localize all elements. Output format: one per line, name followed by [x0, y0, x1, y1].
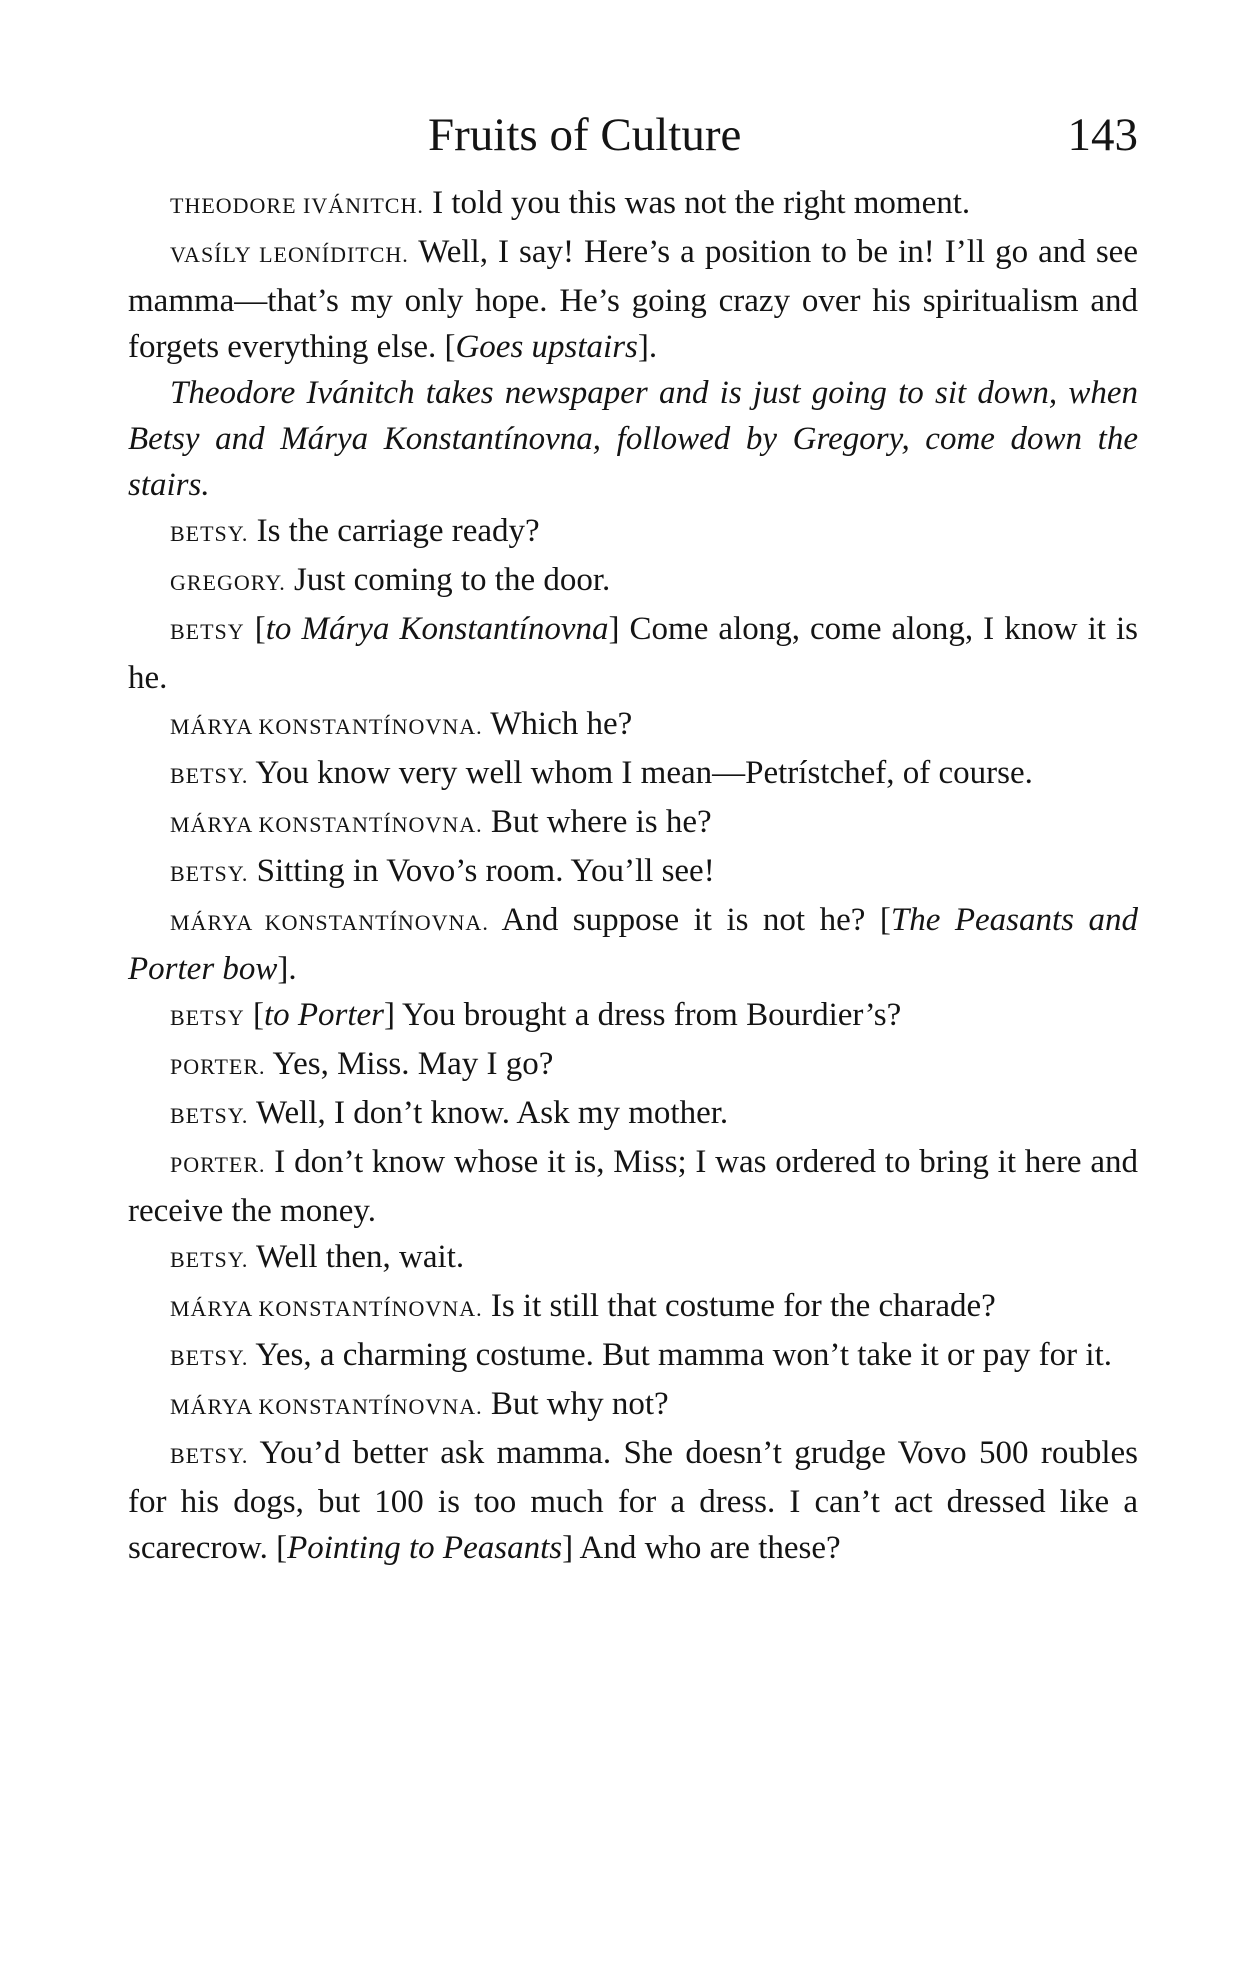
- speech-text: Which he?: [482, 706, 633, 742]
- speech-text: You know very well whom I mean—Petrístchef, of course.: [248, 755, 1033, 791]
- dialogue-line: [128, 750, 1138, 799]
- speech-text: Just coming to the door.: [285, 562, 611, 598]
- speech-text: Is it still that costume for the charade?: [482, 1288, 996, 1324]
- speaker-name: BETSY.: [170, 1443, 249, 1468]
- running-header: [128, 100, 1138, 170]
- dialogue-line: [128, 701, 1138, 750]
- speech-text: But why not?: [482, 1386, 669, 1422]
- dialogue-line: [128, 1283, 1138, 1332]
- speech-text: I don’t know whose it is, Miss; I was ordered to bring it here and receive the money.: [128, 1144, 1138, 1229]
- speech-text-continued: ].: [277, 951, 297, 987]
- speaker-name: MÁRYA KONSTANTÍNOVNA.: [170, 1394, 483, 1419]
- dialogue-line: [128, 992, 1138, 1041]
- dialogue-line: [128, 229, 1138, 370]
- dialogue-line: [128, 1041, 1138, 1090]
- speaker-name: MÁRYA KONSTANTÍNOVNA.: [170, 714, 483, 739]
- speech-text-continued: ] Come along, come along, I know it is he.: [128, 611, 1138, 696]
- speech-text: [: [244, 997, 264, 1033]
- speaker-name: BETSY: [170, 619, 245, 644]
- dialogue-line: [128, 1139, 1138, 1234]
- speaker-name: BETSY: [170, 1005, 245, 1030]
- dialogue-line: [128, 848, 1138, 897]
- page-number: 143: [1067, 109, 1138, 161]
- speaker-name: BETSY.: [170, 763, 249, 788]
- speech-text-continued: ].: [637, 329, 658, 365]
- dialogue-line: [128, 508, 1138, 557]
- stage-direction: to Porter: [263, 997, 385, 1033]
- speech-text: Sitting in Vovo’s room. You’ll see!: [248, 853, 715, 889]
- speech-text-continued: ] You brought a dress from Bourdier’s?: [384, 997, 902, 1033]
- speech-text: I told you this was not the right moment.: [423, 185, 971, 221]
- stage-direction: The Peasants and Porter bow: [128, 902, 1138, 987]
- dialogue-line: [128, 1332, 1138, 1381]
- dialogue-line: [128, 606, 1138, 701]
- speech-text: Well then, wait.: [248, 1239, 465, 1275]
- speaker-name: MÁRYA KONSTANTÍNOVNA.: [170, 910, 489, 935]
- dialogue-line: [128, 370, 1138, 508]
- speaker-name: PORTER.: [170, 1152, 266, 1177]
- speech-text: [: [244, 611, 266, 647]
- speaker-name: BETSY.: [170, 1247, 249, 1272]
- dialogue-line: [128, 1430, 1138, 1571]
- speaker-name: VASÍLY LEONÍDITCH.: [170, 242, 409, 267]
- speaker-name: MÁRYA KONSTANTÍNOVNA.: [170, 812, 483, 837]
- speech-text: But where is he?: [482, 804, 712, 840]
- speech-text-continued: ] And who are these?: [562, 1530, 841, 1566]
- dialogue-line: [128, 799, 1138, 848]
- speaker-name: BETSY.: [170, 1345, 249, 1370]
- dialogue-line: [128, 897, 1138, 992]
- speech-text: Well, I say! Here’s a position to be in! I’ll go and see mamma—that’s my only hope. He’s going crazy over his spiritualism and forgets everything else. [: [128, 234, 1138, 365]
- speech-text: Is the carriage ready?: [248, 513, 540, 549]
- stage-direction: Theodore Ivánitch takes newspaper and is just going to sit down, when Betsy and Márya Konstantínovna, followed by Gregory, come down the stairs.: [128, 375, 1138, 503]
- dialogue-line: [128, 1234, 1138, 1283]
- speech-text: Yes, a charming costume. But mamma won’t take it or pay for it.: [248, 1337, 1112, 1373]
- stage-direction: Goes upstairs: [455, 329, 638, 365]
- speaker-name: BETSY.: [170, 1103, 249, 1128]
- dialogue-line: [128, 180, 1138, 229]
- speaker-name: THEODORE IVÁNITCH.: [170, 193, 424, 218]
- stage-direction: to Márya Konstantínovna: [265, 611, 609, 647]
- speaker-name: MÁRYA KONSTANTÍNOVNA.: [170, 1296, 483, 1321]
- speech-text: Well, I don’t know. Ask my mother.: [248, 1095, 729, 1131]
- dialogue-body: [128, 180, 1138, 1571]
- speech-text: And suppose it is not he? [: [488, 902, 891, 938]
- dialogue-line: [128, 557, 1138, 606]
- speech-text: You’d better ask mamma. She doesn’t grudge Vovo 500 roubles for his dogs, but 100 is too much for a dress. I can’t act dressed like a scarecrow. [: [128, 1435, 1138, 1566]
- speech-text: Yes, Miss. May I go?: [265, 1046, 554, 1082]
- speaker-name: BETSY.: [170, 861, 249, 886]
- speaker-name: GREGORY.: [170, 570, 286, 595]
- dialogue-line: [128, 1381, 1138, 1430]
- speaker-name: BETSY.: [170, 521, 249, 546]
- speaker-name: PORTER.: [170, 1054, 266, 1079]
- stage-direction: Pointing to Peasants: [287, 1530, 563, 1566]
- running-title: Fruits of Culture: [428, 109, 742, 161]
- dialogue-line: [128, 1090, 1138, 1139]
